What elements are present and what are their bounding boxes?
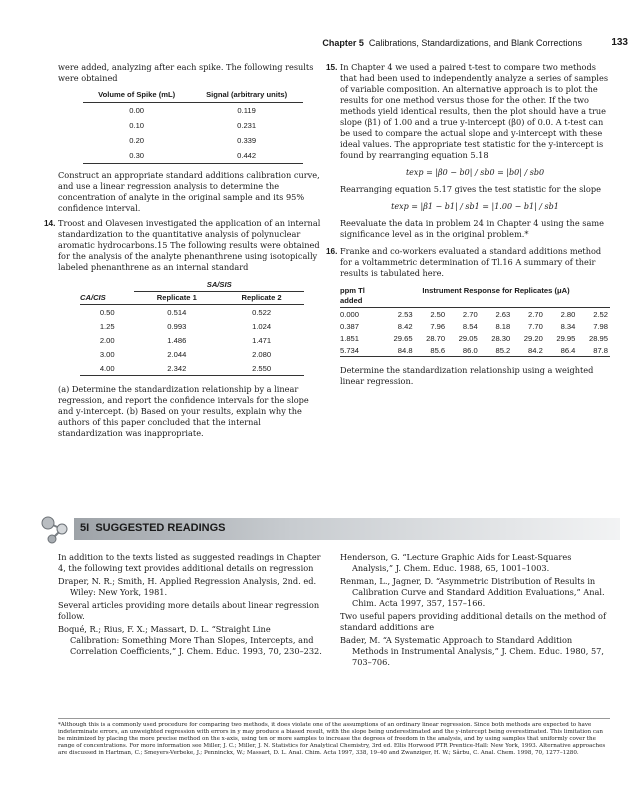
table-row — [340, 320, 610, 332]
t3-cell: 29.20 — [523, 333, 543, 343]
problem-16-instructions: Determine the standardization relationship using a weighted linear regression. — [340, 365, 594, 386]
t1-cell: 0.442 — [237, 151, 257, 160]
t3-cell: 86.0 — [462, 345, 478, 355]
t3-cell: 8.42 — [397, 321, 413, 331]
t3-cell: 2.52 — [593, 309, 608, 319]
problem-16 — [326, 246, 610, 279]
table-row — [83, 148, 303, 163]
t1-cell: 0.10 — [129, 121, 145, 130]
table3-bottom-rule — [340, 356, 610, 357]
footnote: *Although this is a commonly used procedure for comparing two methods, it does violate one of the assumptions of an ordinary linear regression. Since both methods are expected to have indeterminate errors, an unweighted regression with errors in y may produce a biased result, with the slope being underestimated and the y-intercept being overestimated. This limitation can be minimized by placing the more precise method on the x-axis, using ten or more samples to increase the degrees of freedom in the analysis, and by using samples that uniformly cover the range of concentrations. For more information see Miller, J. C.; Miller, J. N. Statistics for Analytical Chemistry, 3rd ed. Ellis Horwood PTR Prentice-Hall: New York, 1993. Alternative approaches are discussed in Hartman, C.; Smeyers-Verbeke, J.; Penninckx, W.; Massart, D. L. Anal. Chim. Acta 1997, 338, 19–40 and Zwanziger, H. W.; Sârbu, C. Anal. Chem. 1998, 70, 1277–1280. — [58, 718, 610, 757]
table1-bottom-rule — [83, 163, 303, 164]
molecule-icon — [40, 514, 74, 544]
t1-cell: 0.20 — [129, 136, 145, 145]
table3-header-response: Instrument Response for Replicates (μA) — [422, 286, 570, 295]
table-row — [83, 133, 303, 148]
equation-slope: texp = |β1 − b1| / sb1 = |1.00 − b1| / sb1 — [391, 202, 559, 211]
t3-cell: 2.80 — [560, 309, 576, 319]
t1-cell: 0.231 — [237, 121, 257, 130]
t3-cell: 85.2 — [495, 345, 511, 355]
left-column — [44, 62, 322, 439]
table-row — [80, 333, 304, 347]
reference-bader: Bader, M. “A Systematic Approach to Standard Addition Methods in Instrumental Analysis,” J. Chem. Educ. 1980, 57, 703–706. — [340, 635, 604, 667]
table-row — [80, 361, 304, 375]
t3-cell: 2.53 — [397, 309, 413, 319]
t3-cell: 8.18 — [495, 321, 511, 331]
t3-cell: 8.34 — [560, 321, 576, 331]
section-header — [40, 518, 620, 542]
reference-henderson: Henderson, G. “Lecture Graphic Aids for Least-Squares Analysis,” J. Chem. Educ. 1988, 65, 1001–1003. — [340, 552, 572, 573]
t3-cell: 28.95 — [588, 333, 608, 343]
problem-14-text: Troost and Olavesen investigated the application of an internal standardization to the quantitative analysis of polynuclear aromatic hydrocarbons.15 The following results were obtained for the analysis of the analyte phenanthrene using isotopically labeled phenanthrene as an internal standard — [58, 218, 321, 272]
slope-intro-text: Rearranging equation 5.17 gives the test statistic for the slope — [340, 184, 601, 194]
t3-cell: 84.2 — [528, 345, 543, 355]
t2-cell: 4.00 — [99, 363, 115, 373]
problem-14 — [44, 218, 322, 273]
problem-15-number: 15. — [326, 63, 338, 72]
t3-cell: 0.387 — [340, 321, 360, 331]
problem-15-text: In Chapter 4 we used a paired t-test to compare two methods that had been used to independently analyze a series of samples of variable composition. An alternative approach is to plot the results for one method versus those for the other. If the two methods yield identical results, then the plot should have a true slope (β1) of 1.00 and a true y-intercept (β0) of 0.0. A t-test can be used to compare the actual slope and y-intercept with these ideal values. The appropriate test statistic for the y-intercept is found by rearranging equation 5.18 — [340, 62, 609, 160]
page-number: 133 — [611, 37, 628, 48]
t2-cell: 2.00 — [99, 335, 115, 345]
t3-cell: 2.70 — [462, 309, 478, 319]
reference-renman: Renman, L., Jagner, D. “Asymmetric Distribution of Results in Calibration Curve and Standard Addition Evaluations,” Anal. Chim. Acta 1997, 357, 157–166. — [340, 576, 605, 608]
t1-cell: 0.119 — [237, 106, 256, 115]
t3-cell: 5.734 — [340, 345, 360, 355]
reference-boque: Boqué, R.; Rius, F. X.; Massart, D. L. “Straight Line Calibration: Something More Than Slopes, Intercepts, and Correlation Coefficients,” J. Chem. Educ. 1993, 70, 230–232. — [58, 624, 322, 656]
t3-cell: 2.63 — [495, 309, 511, 319]
readings-intro: In addition to the texts listed as suggested readings in Chapter 4, the following text provides additional details on regression — [58, 552, 321, 573]
t3-cell: 7.70 — [528, 321, 543, 331]
table-thallium-response — [340, 285, 610, 356]
t3-cell: 8.54 — [462, 321, 478, 331]
t2-cell: 0.993 — [167, 321, 187, 331]
t3-cell: 28.30 — [491, 333, 511, 343]
t3-cell: 1.851 — [340, 333, 360, 343]
chapter-label: Chapter 5 — [322, 38, 364, 48]
problem-14-number: 14. — [44, 219, 56, 228]
t2-cell: 2.044 — [167, 349, 187, 359]
table-row — [340, 344, 610, 356]
t2-cell: 1.486 — [167, 335, 187, 345]
problem-15-reevaluate: Reevaluate the data in problem 24 in Chapter 4 using the same significance level as in the original problem.* — [340, 218, 604, 239]
t3-cell: 87.8 — [593, 345, 608, 355]
t3-cell: 86.4 — [560, 345, 576, 355]
t3-cell: 84.8 — [397, 345, 413, 355]
problem-15 — [326, 62, 610, 161]
table2-group-header: SA/SIS — [134, 279, 304, 292]
table2-header-rep2: Replicate 2 — [241, 293, 282, 302]
t2-cell: 0.522 — [252, 307, 272, 317]
t1-cell: 0.30 — [129, 151, 145, 160]
t3-cell: 85.6 — [430, 345, 446, 355]
table-row — [340, 332, 610, 344]
table-spike-signal — [83, 90, 303, 163]
t1-cell: 0.339 — [237, 136, 257, 145]
t2-cell: 2.342 — [167, 363, 187, 373]
t3-cell: 2.50 — [430, 309, 446, 319]
t2-cell: 0.514 — [167, 307, 187, 317]
t3-cell: 29.95 — [556, 333, 576, 343]
table1-header-signal: Signal (arbitrary units) — [206, 90, 288, 99]
reference-draper: Draper, N. R.; Smith, H. Applied Regression Analysis, 2nd. ed. Wiley: New York, 1981. — [58, 576, 317, 597]
problem-13-continued: were added, analyzing after each spike. The following results were obtained — [58, 62, 314, 83]
table3-header-ppm: ppm Tl added — [340, 286, 365, 305]
table-internal-standard — [80, 279, 304, 375]
table-row — [80, 319, 304, 333]
t1-cell: 0.00 — [129, 106, 145, 115]
t3-cell: 7.96 — [430, 321, 446, 331]
table-row — [83, 103, 303, 119]
readings-right-column — [340, 552, 610, 670]
equation-intercept: texp = |β0 − b0| / sb0 = |b0| / sb0 — [405, 168, 545, 177]
t3-cell: 29.65 — [393, 333, 413, 343]
problem-16-text: Franke and co-workers evaluated a standard additions method for a voltammetric determination of Tl.16 A summary of their results is tabulated here. — [340, 246, 602, 278]
t2-cell: 1.024 — [252, 321, 272, 331]
running-head — [0, 38, 640, 52]
chapter-title: Calibrations, Standardizations, and Blank Corrections — [368, 38, 582, 48]
table-row — [80, 305, 304, 320]
t2-cell: 2.080 — [252, 349, 272, 359]
table2-bottom-rule — [80, 375, 304, 376]
right-column — [326, 62, 610, 387]
t3-cell: 0.000 — [340, 309, 360, 319]
t2-cell: 1.471 — [252, 335, 272, 345]
problem-14-questions: (a) Determine the standardization relationship by a linear regression, and report the confidence intervals for the slope and y-intercept. (b) Based on your results, explain why the authors of this paper concluded that the internal standardization was inappropriate. — [58, 384, 309, 438]
readings-standard-additions-intro: Two useful papers providing additional details on the method of standard additions are — [340, 611, 607, 632]
problem-16-number: 16. — [326, 247, 338, 256]
problem-13-instructions: Construct an appropriate standard additions calibration curve, and use a linear regression analysis to determine the concentration of analyte in the original sample and its 95% confidence interval. — [58, 170, 320, 213]
t3-cell: 28.70 — [426, 333, 446, 343]
table-row — [83, 118, 303, 133]
table-row — [340, 308, 610, 321]
t2-cell: 3.00 — [99, 349, 115, 359]
t2-cell: 1.25 — [99, 321, 115, 331]
t2-cell: 0.50 — [99, 307, 115, 317]
t3-cell: 7.98 — [593, 321, 608, 331]
t3-cell: 29.05 — [458, 333, 478, 343]
table2-header-ratio: CA/CIS — [80, 292, 106, 302]
t3-cell: 2.70 — [528, 309, 543, 319]
table2-header-rep1: Replicate 1 — [156, 293, 197, 302]
readings-left-column — [58, 552, 322, 659]
t2-cell: 2.550 — [252, 363, 272, 373]
table1-header-volume: Volume of Spike (mL) — [98, 90, 176, 99]
section-number: 5I — [80, 522, 90, 534]
readings-articles-intro: Several articles providing more details about linear regression follow. — [58, 600, 320, 621]
table-row — [80, 347, 304, 361]
section-title: SUGGESTED READINGS — [95, 522, 226, 534]
